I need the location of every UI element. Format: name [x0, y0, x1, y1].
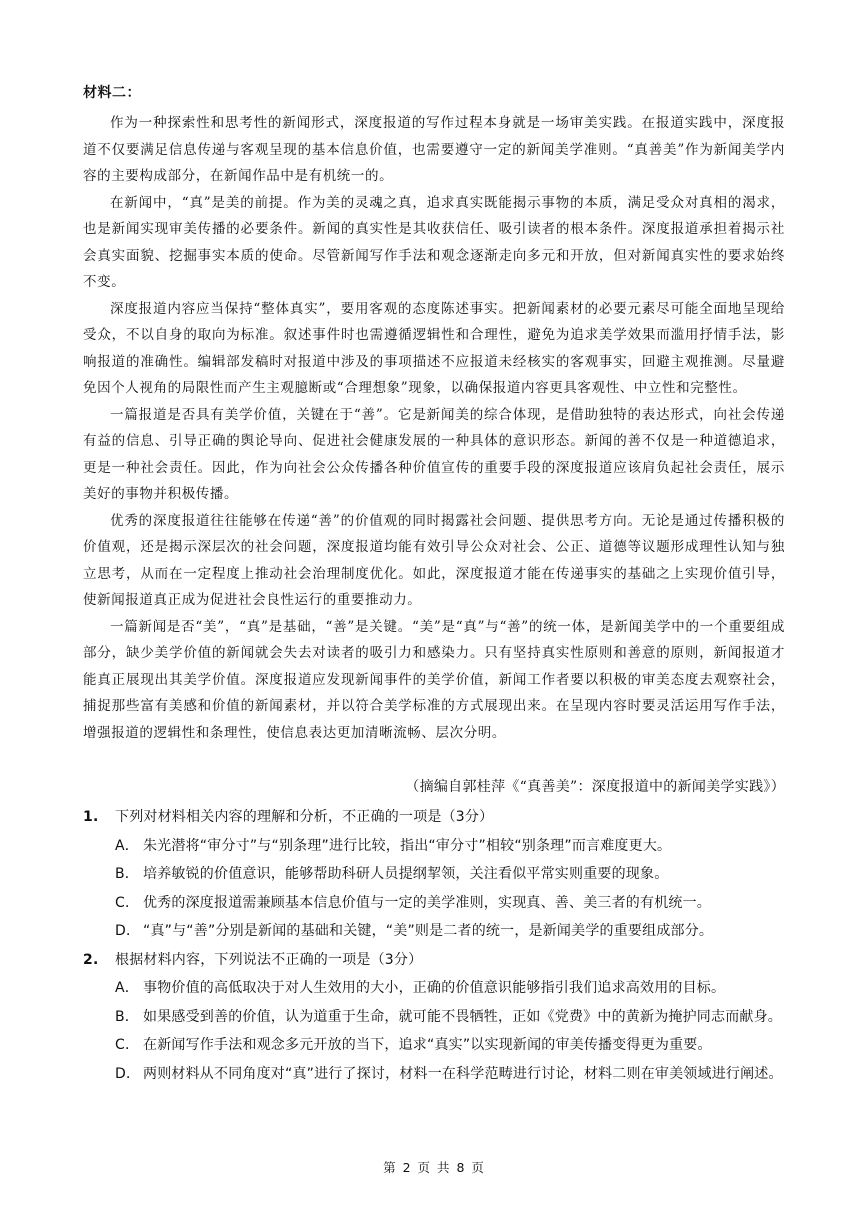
option-text: 在新闻写作手法和观念多元开放的当下，追求“真实”以实现新闻的审美传播变得更为重要。: [143, 1037, 712, 1053]
question-text: 根据材料内容，下列说法不正确的一项是（3分）: [115, 951, 423, 968]
passage-paragraph: 一篇报道是否具有美学价值，关键在于“善”。它是新闻美的综合体现，是借助独特的表达形式，向社会传递有益的信息、引导正确的舆论导向、促进社会健康发展的一种具体的意识形态。新闻的善不仅是一种道德追求，更是一种社会责任。因此，作为向社会公众传播各种价值宣传的重要手段的深度报道应该肩负起社会责任，展示美好的事物并积极传播。: [83, 406, 785, 502]
option-letter: C．: [115, 1037, 140, 1053]
material-heading: 材料二：: [83, 85, 141, 101]
option-text: “真”与“善”分别是新闻的基础和关键，“美”则是二者的统一，是新闻美学的重要组成部分。: [143, 923, 714, 939]
option-d: [83, 1060, 785, 1089]
option-letter: B．: [115, 866, 140, 882]
option-letter: B．: [115, 1008, 140, 1025]
question-2: [83, 946, 785, 1089]
option-text: 两则材料从不同角度对“真”进行了探讨，材料一在科学范畴进行讨论，材料二则在审美领域进行阐述。: [143, 1065, 783, 1082]
question-list: [83, 803, 785, 1088]
option-text: 事物价值的高低取决于对人生效用的大小，正确的价值意识能够指引我们追求高效用的目标。: [143, 980, 726, 996]
question-number: 2.: [83, 951, 99, 968]
option-b: [83, 1003, 785, 1032]
question-1: [83, 803, 785, 946]
option-letter: D．: [115, 1065, 141, 1082]
option-text: 培养敏锐的价值意识，能够帮助科研人员提纲挈领，关注看似平常实则重要的现象。: [143, 866, 669, 882]
option-d: [83, 917, 785, 946]
option-letter: A．: [115, 980, 139, 996]
passage-paragraph: 在新闻中，“真”是美的前提。作为美的灵魂之真，追求真实既能揭示事物的本质，满足受众对真相的渴求，也是新闻实现审美传播的必要条件。新闻的真实性是其收获信任、吸引读者的根本条件。深度报道承担着揭示社会真实面貌、挖掘事实本质的使命。尽管新闻写作手法和观念逐渐走向多元和开放，但对新闻真实性的要求始终不变。: [83, 194, 785, 290]
option-text: 朱光潜将“审分寸”与“别条理”进行比较，指出“审分寸”相较“别条理”而言难度更大。: [143, 837, 672, 854]
passage-paragraph: 深度报道内容应当保持“整体真实”，要用客观的态度陈述事实。把新闻素材的必要元素尽可能全面地呈现给受众，不以自身的取向为标准。叙述事件时也需遵循逻辑性和合理性，避免为追求美学效果而滥用抒情手法，影响报道的准确性。编辑部发稿时对报道中涉及的事项描述不应报道未经核实的客观事实，回避主观推测。尽量避免因个人视角的局限性而产生主观臆断或“合理想象”现象，以确保报道内容更具客观性、中立性和完整性。: [83, 300, 785, 396]
option-text: 如果感受到善的价值，认为道重于生命，就可能不畏牺牲，正如《党费》中的黄新为掩护同志而献身。: [143, 1008, 782, 1025]
page-footer: 第 2 页 共 8 页: [383, 1160, 484, 1175]
question-stem: [83, 946, 785, 975]
question-stem: [83, 803, 785, 832]
option-letter: D．: [115, 923, 141, 939]
material-source: （摘编自郭桂萍《“真善美”：深度报道中的新闻美学实践》）: [405, 779, 785, 795]
material-passage: [83, 110, 785, 746]
question-number: 1.: [83, 809, 99, 825]
option-b: [83, 860, 785, 889]
passage-paragraph: 优秀的深度报道往往能够在传递“善”的价值观的同时揭露社会问题、提供思考方向。无论是通过传播积极的价值观，还是揭示深层次的社会问题，深度报道均能有效引导公众对社会、公正、道德等议题形成理性认知与独立思考，从而在一定程度上推动社会治理制度优化。如此，深度报道才能在传递事实的基础之上实现价值引导，使新闻报道真正成为促进社会良性运行的重要推动力。: [83, 512, 785, 608]
option-c: [83, 889, 785, 918]
option-letter: C．: [115, 894, 140, 911]
option-text: 优秀的深度报道需兼顾基本信息价值与一定的美学准则，实现真、善、美三者的有机统一。: [143, 894, 711, 911]
option-a: [83, 832, 785, 861]
option-letter: A．: [115, 837, 139, 854]
option-a: [83, 974, 785, 1003]
passage-paragraph: 一篇新闻是否“美”，“真”是基础，“善”是关键。“美”是“真”与“善”的统一体，是新闻美学中的一个重要组成部分，缺少美学价值的新闻就会失去对读者的吸引力和感染力。只有坚持真实性原则和善意的原则，新闻报道才能真正展现出其美学价值。深度报道应发现新闻事件的美学价值，新闻工作者要以积极的审美态度去观察社会，捕捉那些富有美感和价值的新闻素材，并以符合美学标准的方式展现出来。在呈现内容时要灵活运用写作手法，增强报道的逻辑性和条理性，使信息表达更加清晰流畅、层次分明。: [83, 618, 785, 741]
option-c: [83, 1031, 785, 1060]
question-text: 下列对材料相关内容的理解和分析，不正确的一项是（3分）: [115, 809, 494, 825]
passage-paragraph: 作为一种探索性和思考性的新闻形式，深度报道的写作过程本身就是一场审美实践。在报道实践中，深度报道不仅要满足信息传递与客观呈现的基本信息价值，也需要遵守一定的新闻美学准则。“真善美”作为新闻美学内容的主要构成部分，在新闻作品中是有机统一的。: [83, 115, 785, 184]
